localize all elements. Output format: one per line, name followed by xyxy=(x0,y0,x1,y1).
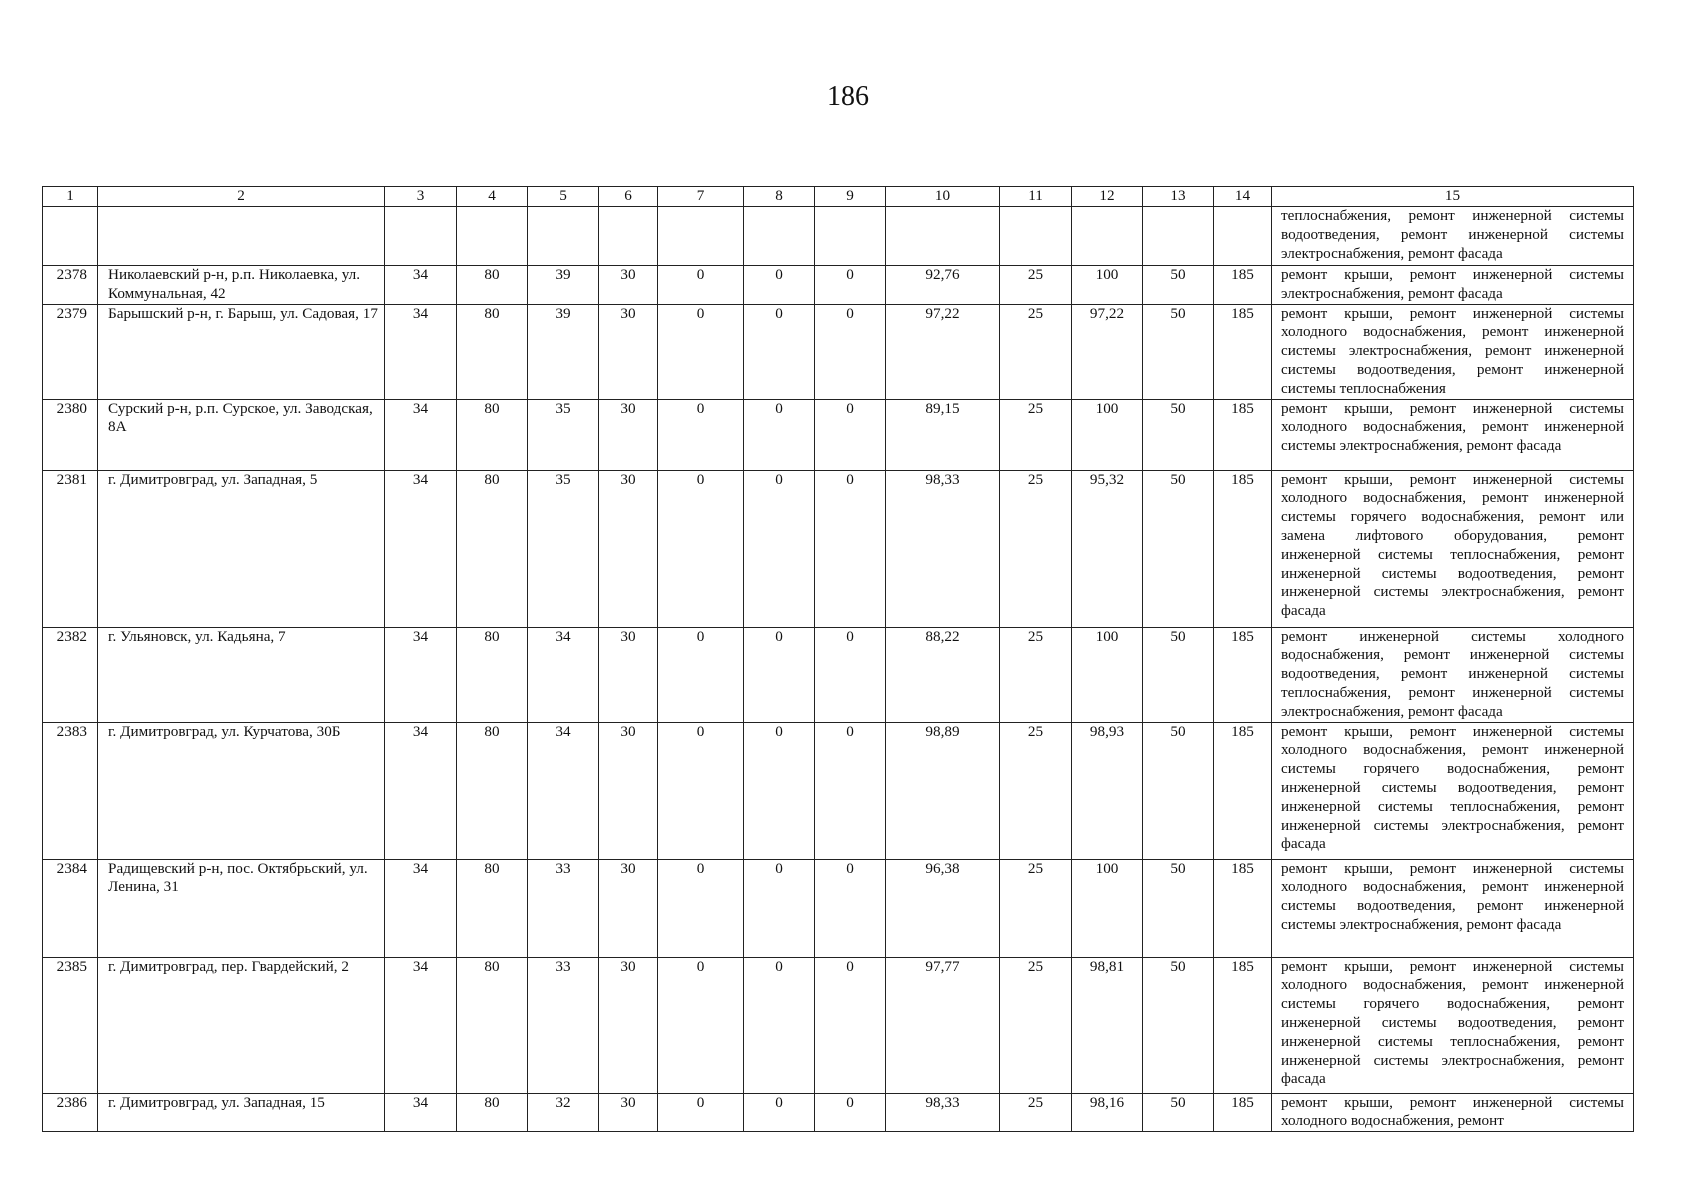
table-row xyxy=(43,722,1634,859)
col4-cell: 80 xyxy=(457,1093,528,1132)
col12-cell: 97,22 xyxy=(1072,304,1143,399)
col10-cell: 98,89 xyxy=(886,722,1000,859)
row-number: 2384 xyxy=(43,859,98,957)
col9-cell: 0 xyxy=(815,627,886,722)
col4-cell: 80 xyxy=(457,722,528,859)
col14-cell: 185 xyxy=(1214,957,1272,1093)
col6-cell: 30 xyxy=(599,304,658,399)
column-header-15: 15 xyxy=(1272,187,1634,207)
address-cell: Сурский р-н, р.п. Сурское, ул. Заводская, 8А xyxy=(98,399,385,470)
col9-cell: 0 xyxy=(815,399,886,470)
col7-cell: 0 xyxy=(658,399,744,470)
col14-cell: 185 xyxy=(1214,304,1272,399)
col8-cell: 0 xyxy=(744,1093,815,1132)
works-cell: ремонт крыши, ремонт инженерной системы холодного водоснабжения, ремонт инженерной системы водоотведения, ремонт инженерной системы электроснабжения, ремонт фасада xyxy=(1272,859,1634,957)
col6-cell: 30 xyxy=(599,266,658,305)
works-cell: ремонт крыши, ремонт инженерной системы холодного водоснабжения, ремонт xyxy=(1272,1093,1634,1132)
table-row xyxy=(43,399,1634,470)
col14-cell: 185 xyxy=(1214,859,1272,957)
col4-cell: 80 xyxy=(457,627,528,722)
col3-cell: 34 xyxy=(385,399,457,470)
col7-cell: 0 xyxy=(658,304,744,399)
col14-cell: 185 xyxy=(1214,470,1272,627)
col14-cell: 185 xyxy=(1214,399,1272,470)
table-row xyxy=(43,1093,1634,1132)
column-header-7: 7 xyxy=(658,187,744,207)
col13-cell: 50 xyxy=(1143,399,1214,470)
table-row xyxy=(43,266,1634,305)
col5-cell: 39 xyxy=(528,266,599,305)
col6-cell: 30 xyxy=(599,1093,658,1132)
column-header-3: 3 xyxy=(385,187,457,207)
column-header-9: 9 xyxy=(815,187,886,207)
col14-cell: 185 xyxy=(1214,722,1272,859)
row-number: 2386 xyxy=(43,1093,98,1132)
col14-cell: 185 xyxy=(1214,266,1272,305)
col9-cell: 0 xyxy=(815,266,886,305)
works-cell: ремонт крыши, ремонт инженерной системы холодного водоснабжения, ремонт инженерной системы электроснабжения, ремонт фасада xyxy=(1272,399,1634,470)
row-number: 2378 xyxy=(43,266,98,305)
col8-cell: 0 xyxy=(744,859,815,957)
col11-cell: 25 xyxy=(1000,399,1072,470)
col9-cell: 0 xyxy=(815,470,886,627)
col8-cell: 0 xyxy=(744,627,815,722)
col11-cell: 25 xyxy=(1000,1093,1072,1132)
col9-cell xyxy=(815,207,886,266)
col11-cell: 25 xyxy=(1000,470,1072,627)
column-header-11: 11 xyxy=(1000,187,1072,207)
col11-cell: 25 xyxy=(1000,859,1072,957)
col12-cell: 98,93 xyxy=(1072,722,1143,859)
col7-cell: 0 xyxy=(658,266,744,305)
column-header-4: 4 xyxy=(457,187,528,207)
row-number: 2379 xyxy=(43,304,98,399)
page-number: 186 xyxy=(827,81,869,112)
column-header-1: 1 xyxy=(43,187,98,207)
col9-cell: 0 xyxy=(815,859,886,957)
column-header-8: 8 xyxy=(744,187,815,207)
address-cell xyxy=(98,207,385,266)
col3-cell xyxy=(385,207,457,266)
col10-cell: 92,76 xyxy=(886,266,1000,305)
col13-cell: 50 xyxy=(1143,304,1214,399)
col6-cell: 30 xyxy=(599,470,658,627)
col13-cell xyxy=(1143,207,1214,266)
table-row xyxy=(43,304,1634,399)
col6-cell xyxy=(599,207,658,266)
col10-cell: 97,77 xyxy=(886,957,1000,1093)
col12-cell: 100 xyxy=(1072,627,1143,722)
col8-cell: 0 xyxy=(744,304,815,399)
col6-cell: 30 xyxy=(599,627,658,722)
address-cell: г. Димитровград, ул. Курчатова, 30Б xyxy=(98,722,385,859)
col14-cell: 185 xyxy=(1214,627,1272,722)
works-cell: ремонт крыши, ремонт инженерной системы электроснабжения, ремонт фасада xyxy=(1272,266,1634,305)
col10-cell: 88,22 xyxy=(886,627,1000,722)
works-cell: ремонт инженерной системы холодного водоснабжения, ремонт инженерной системы водоотведения, ремонт инженерной системы теплоснабжения, ремонт инженерной системы электроснабжения, ремонт фасада xyxy=(1272,627,1634,722)
row-number xyxy=(43,207,98,266)
col11-cell: 25 xyxy=(1000,304,1072,399)
table-row xyxy=(43,859,1634,957)
col11-cell: 25 xyxy=(1000,957,1072,1093)
works-cell: ремонт крыши, ремонт инженерной системы холодного водоснабжения, ремонт инженерной системы горячего водоснабжения, ремонт инженерной системы водоотведения, ремонт инженерной системы теплоснабжения, ремонт инженерной системы электроснабжения, ремонт фасада xyxy=(1272,957,1634,1093)
address-cell: Радищевский р-н, пос. Октябрьский, ул. Ленина, 31 xyxy=(98,859,385,957)
table-row xyxy=(43,627,1634,722)
repair-schedule-table xyxy=(42,186,1634,1132)
col6-cell: 30 xyxy=(599,722,658,859)
col11-cell: 25 xyxy=(1000,722,1072,859)
col8-cell xyxy=(744,207,815,266)
col3-cell: 34 xyxy=(385,627,457,722)
col7-cell: 0 xyxy=(658,1093,744,1132)
row-number: 2380 xyxy=(43,399,98,470)
col5-cell: 39 xyxy=(528,304,599,399)
column-header-13: 13 xyxy=(1143,187,1214,207)
col8-cell: 0 xyxy=(744,722,815,859)
col4-cell: 80 xyxy=(457,859,528,957)
col13-cell: 50 xyxy=(1143,627,1214,722)
col5-cell: 34 xyxy=(528,627,599,722)
col6-cell: 30 xyxy=(599,399,658,470)
col5-cell: 35 xyxy=(528,399,599,470)
col3-cell: 34 xyxy=(385,859,457,957)
col3-cell: 34 xyxy=(385,722,457,859)
col4-cell: 80 xyxy=(457,266,528,305)
col9-cell: 0 xyxy=(815,1093,886,1132)
col3-cell: 34 xyxy=(385,1093,457,1132)
column-header-5: 5 xyxy=(528,187,599,207)
address-cell: Барышский р-н, г. Барыш, ул. Садовая, 17 xyxy=(98,304,385,399)
col11-cell xyxy=(1000,207,1072,266)
works-cell: теплоснабжения, ремонт инженерной системы водоотведения, ремонт инженерной системы электроснабжения, ремонт фасада xyxy=(1272,207,1634,266)
col8-cell: 0 xyxy=(744,470,815,627)
col8-cell: 0 xyxy=(744,957,815,1093)
col5-cell: 32 xyxy=(528,1093,599,1132)
col13-cell: 50 xyxy=(1143,470,1214,627)
column-header-12: 12 xyxy=(1072,187,1143,207)
col3-cell: 34 xyxy=(385,304,457,399)
col13-cell: 50 xyxy=(1143,1093,1214,1132)
address-cell: г. Ульяновск, ул. Кадьяна, 7 xyxy=(98,627,385,722)
col7-cell: 0 xyxy=(658,470,744,627)
col6-cell: 30 xyxy=(599,957,658,1093)
col12-cell xyxy=(1072,207,1143,266)
col14-cell xyxy=(1214,207,1272,266)
col4-cell xyxy=(457,207,528,266)
column-header-10: 10 xyxy=(886,187,1000,207)
column-header-2: 2 xyxy=(98,187,385,207)
row-number: 2385 xyxy=(43,957,98,1093)
col10-cell: 96,38 xyxy=(886,859,1000,957)
col6-cell: 30 xyxy=(599,859,658,957)
table-row xyxy=(43,957,1634,1093)
col4-cell: 80 xyxy=(457,957,528,1093)
column-header-14: 14 xyxy=(1214,187,1272,207)
row-number: 2381 xyxy=(43,470,98,627)
row-number: 2383 xyxy=(43,722,98,859)
address-cell: г. Димитровград, пер. Гвардейский, 2 xyxy=(98,957,385,1093)
table-row xyxy=(43,207,1634,266)
col4-cell: 80 xyxy=(457,470,528,627)
col9-cell: 0 xyxy=(815,304,886,399)
works-cell: ремонт крыши, ремонт инженерной системы холодного водоснабжения, ремонт инженерной системы горячего водоснабжения, ремонт инженерной системы водоотведения, ремонт инженерной системы теплоснабжения, ремонт инженерной системы электроснабжения, ремонт фасада xyxy=(1272,722,1634,859)
col3-cell: 34 xyxy=(385,957,457,1093)
col5-cell: 35 xyxy=(528,470,599,627)
table-header-row xyxy=(43,187,1634,207)
col13-cell: 50 xyxy=(1143,957,1214,1093)
table-row xyxy=(43,470,1634,627)
col12-cell: 98,16 xyxy=(1072,1093,1143,1132)
address-cell: Николаевский р-н, р.п. Николаевка, ул. Коммунальная, 42 xyxy=(98,266,385,305)
col5-cell xyxy=(528,207,599,266)
col10-cell xyxy=(886,207,1000,266)
col7-cell: 0 xyxy=(658,859,744,957)
col8-cell: 0 xyxy=(744,266,815,305)
col10-cell: 97,22 xyxy=(886,304,1000,399)
col7-cell: 0 xyxy=(658,722,744,859)
col4-cell: 80 xyxy=(457,304,528,399)
row-number: 2382 xyxy=(43,627,98,722)
table-body xyxy=(43,207,1634,1132)
col12-cell: 98,81 xyxy=(1072,957,1143,1093)
col12-cell: 100 xyxy=(1072,266,1143,305)
col3-cell: 34 xyxy=(385,266,457,305)
address-cell: г. Димитровград, ул. Западная, 5 xyxy=(98,470,385,627)
col13-cell: 50 xyxy=(1143,859,1214,957)
col5-cell: 33 xyxy=(528,957,599,1093)
col13-cell: 50 xyxy=(1143,722,1214,859)
col7-cell: 0 xyxy=(658,627,744,722)
col3-cell: 34 xyxy=(385,470,457,627)
col7-cell xyxy=(658,207,744,266)
address-cell: г. Димитровград, ул. Западная, 15 xyxy=(98,1093,385,1132)
col10-cell: 89,15 xyxy=(886,399,1000,470)
works-cell: ремонт крыши, ремонт инженерной системы холодного водоснабжения, ремонт инженерной системы горячего водоснабжения, ремонт или замена лифтового оборудования, ремонт инженерной системы теплоснабжения, ремонт инженерной системы водоотведения, ремонт инженерной системы электроснабжения, ремонт фасада xyxy=(1272,470,1634,627)
col12-cell: 95,32 xyxy=(1072,470,1143,627)
col4-cell: 80 xyxy=(457,399,528,470)
col5-cell: 34 xyxy=(528,722,599,859)
column-header-6: 6 xyxy=(599,187,658,207)
col14-cell: 185 xyxy=(1214,1093,1272,1132)
col7-cell: 0 xyxy=(658,957,744,1093)
col12-cell: 100 xyxy=(1072,399,1143,470)
col11-cell: 25 xyxy=(1000,627,1072,722)
col13-cell: 50 xyxy=(1143,266,1214,305)
col10-cell: 98,33 xyxy=(886,1093,1000,1132)
col11-cell: 25 xyxy=(1000,266,1072,305)
col12-cell: 100 xyxy=(1072,859,1143,957)
col9-cell: 0 xyxy=(815,957,886,1093)
col5-cell: 33 xyxy=(528,859,599,957)
col9-cell: 0 xyxy=(815,722,886,859)
works-cell: ремонт крыши, ремонт инженерной системы холодного водоснабжения, ремонт инженерной системы электроснабжения, ремонт инженерной системы водоотведения, ремонт инженерной системы теплоснабжения xyxy=(1272,304,1634,399)
col8-cell: 0 xyxy=(744,399,815,470)
col10-cell: 98,33 xyxy=(886,470,1000,627)
